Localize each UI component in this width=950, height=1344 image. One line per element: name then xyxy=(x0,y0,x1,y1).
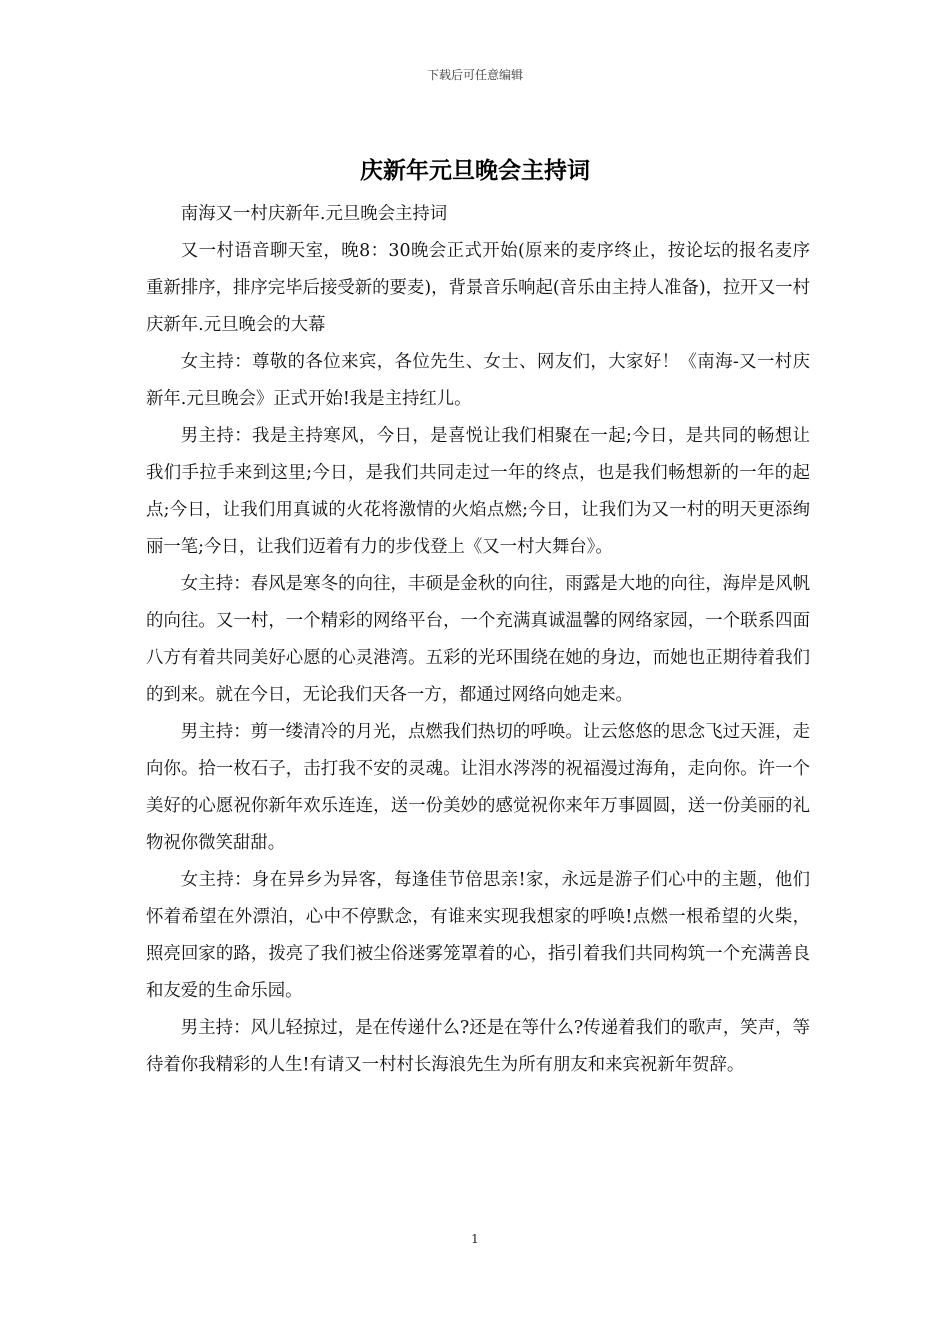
paragraph-opening: 又一村语音聊天室，晚8：30晚会正式开始(原来的麦序终止，按论坛的报名麦序重新排序，排序完毕后接受新的要麦)，背景音乐响起(音乐由主持人准备)，拉开又一村庆新年.元旦晚会的大幕 xyxy=(146,241,810,335)
paragraph-subtitle: 南海又一村庆新年.元旦晚会主持词 xyxy=(180,204,448,224)
document-body xyxy=(146,196,810,1084)
paragraph-host-female-2: 女主持：春风是寒冬的向往，丰硕是金秋的向往，雨露是大地的向往，海岸是风帆的向往。又一村，一个精彩的网络平台，一个充满真诚温馨的网络家园，一个联系四面八方有着共同美好心愿的心灵港湾。五彩的光环围绕在她的身边，而她也正期待着我们的到来。就在今日，无论我们天各一方，都通过网络向她走来。 xyxy=(146,574,810,705)
page-number: 1 xyxy=(471,1232,479,1246)
paragraph-host-female-3: 女主持：身在异乡为异客，每逢佳节倍思亲!家，永远是游子们心中的主题，他们怀着希望在外漂泊，心中不停默念，有谁来实现我想家的呼唤!点燃一根希望的火柴，照亮回家的路，拨亮了我们被尘俗迷雾笼罩着的心，指引着我们共同构筑一个充满善良和友爱的生命乐园。 xyxy=(146,870,810,1001)
paragraph-host-male-2: 男主持：剪一缕清冷的月光，点燃我们热切的呼唤。让云悠悠的思念飞过天涯，走向你。拾一枚石子，击打我不安的灵魂。让泪水涔涔的祝福漫过海角，走向你。许一个美好的心愿祝你新年欢乐连连，送一份美妙的感觉祝你来年万事圆圆，送一份美丽的礼物祝你微笑甜甜。 xyxy=(146,722,810,853)
paragraph-host-male-1: 男主持：我是主持寒风，今日，是喜悦让我们相聚在一起;今日，是共同的畅想让我们手拉手来到这里;今日，是我们共同走过一年的终点，也是我们畅想新的一年的起点;今日，让我们用真诚的火花将激情的火焰点燃;今日，让我们为又一村的明天更添绚丽一笔;今日，让我们迈着有力的步伐登上《又一村大舞台》。 xyxy=(146,426,810,557)
page-header: 下载后可任意编辑 xyxy=(426,68,523,82)
paragraph-host-male-3: 男主持：风儿轻掠过，是在传递什么?还是在等什么?传递着我们的歌声，笑声，等待着你我精彩的人生!有请又一村村长海浪先生为所有朋友和来宾祝新年贺辞。 xyxy=(146,1018,810,1075)
document-title: 庆新年元旦晚会主持词 xyxy=(360,157,590,184)
paragraph-host-female-1: 女主持：尊敬的各位来宾，各位先生、女士、网友们，大家好！《南海-又一村庆新年.元旦晚会》正式开始!我是主持红儿。 xyxy=(146,352,810,409)
